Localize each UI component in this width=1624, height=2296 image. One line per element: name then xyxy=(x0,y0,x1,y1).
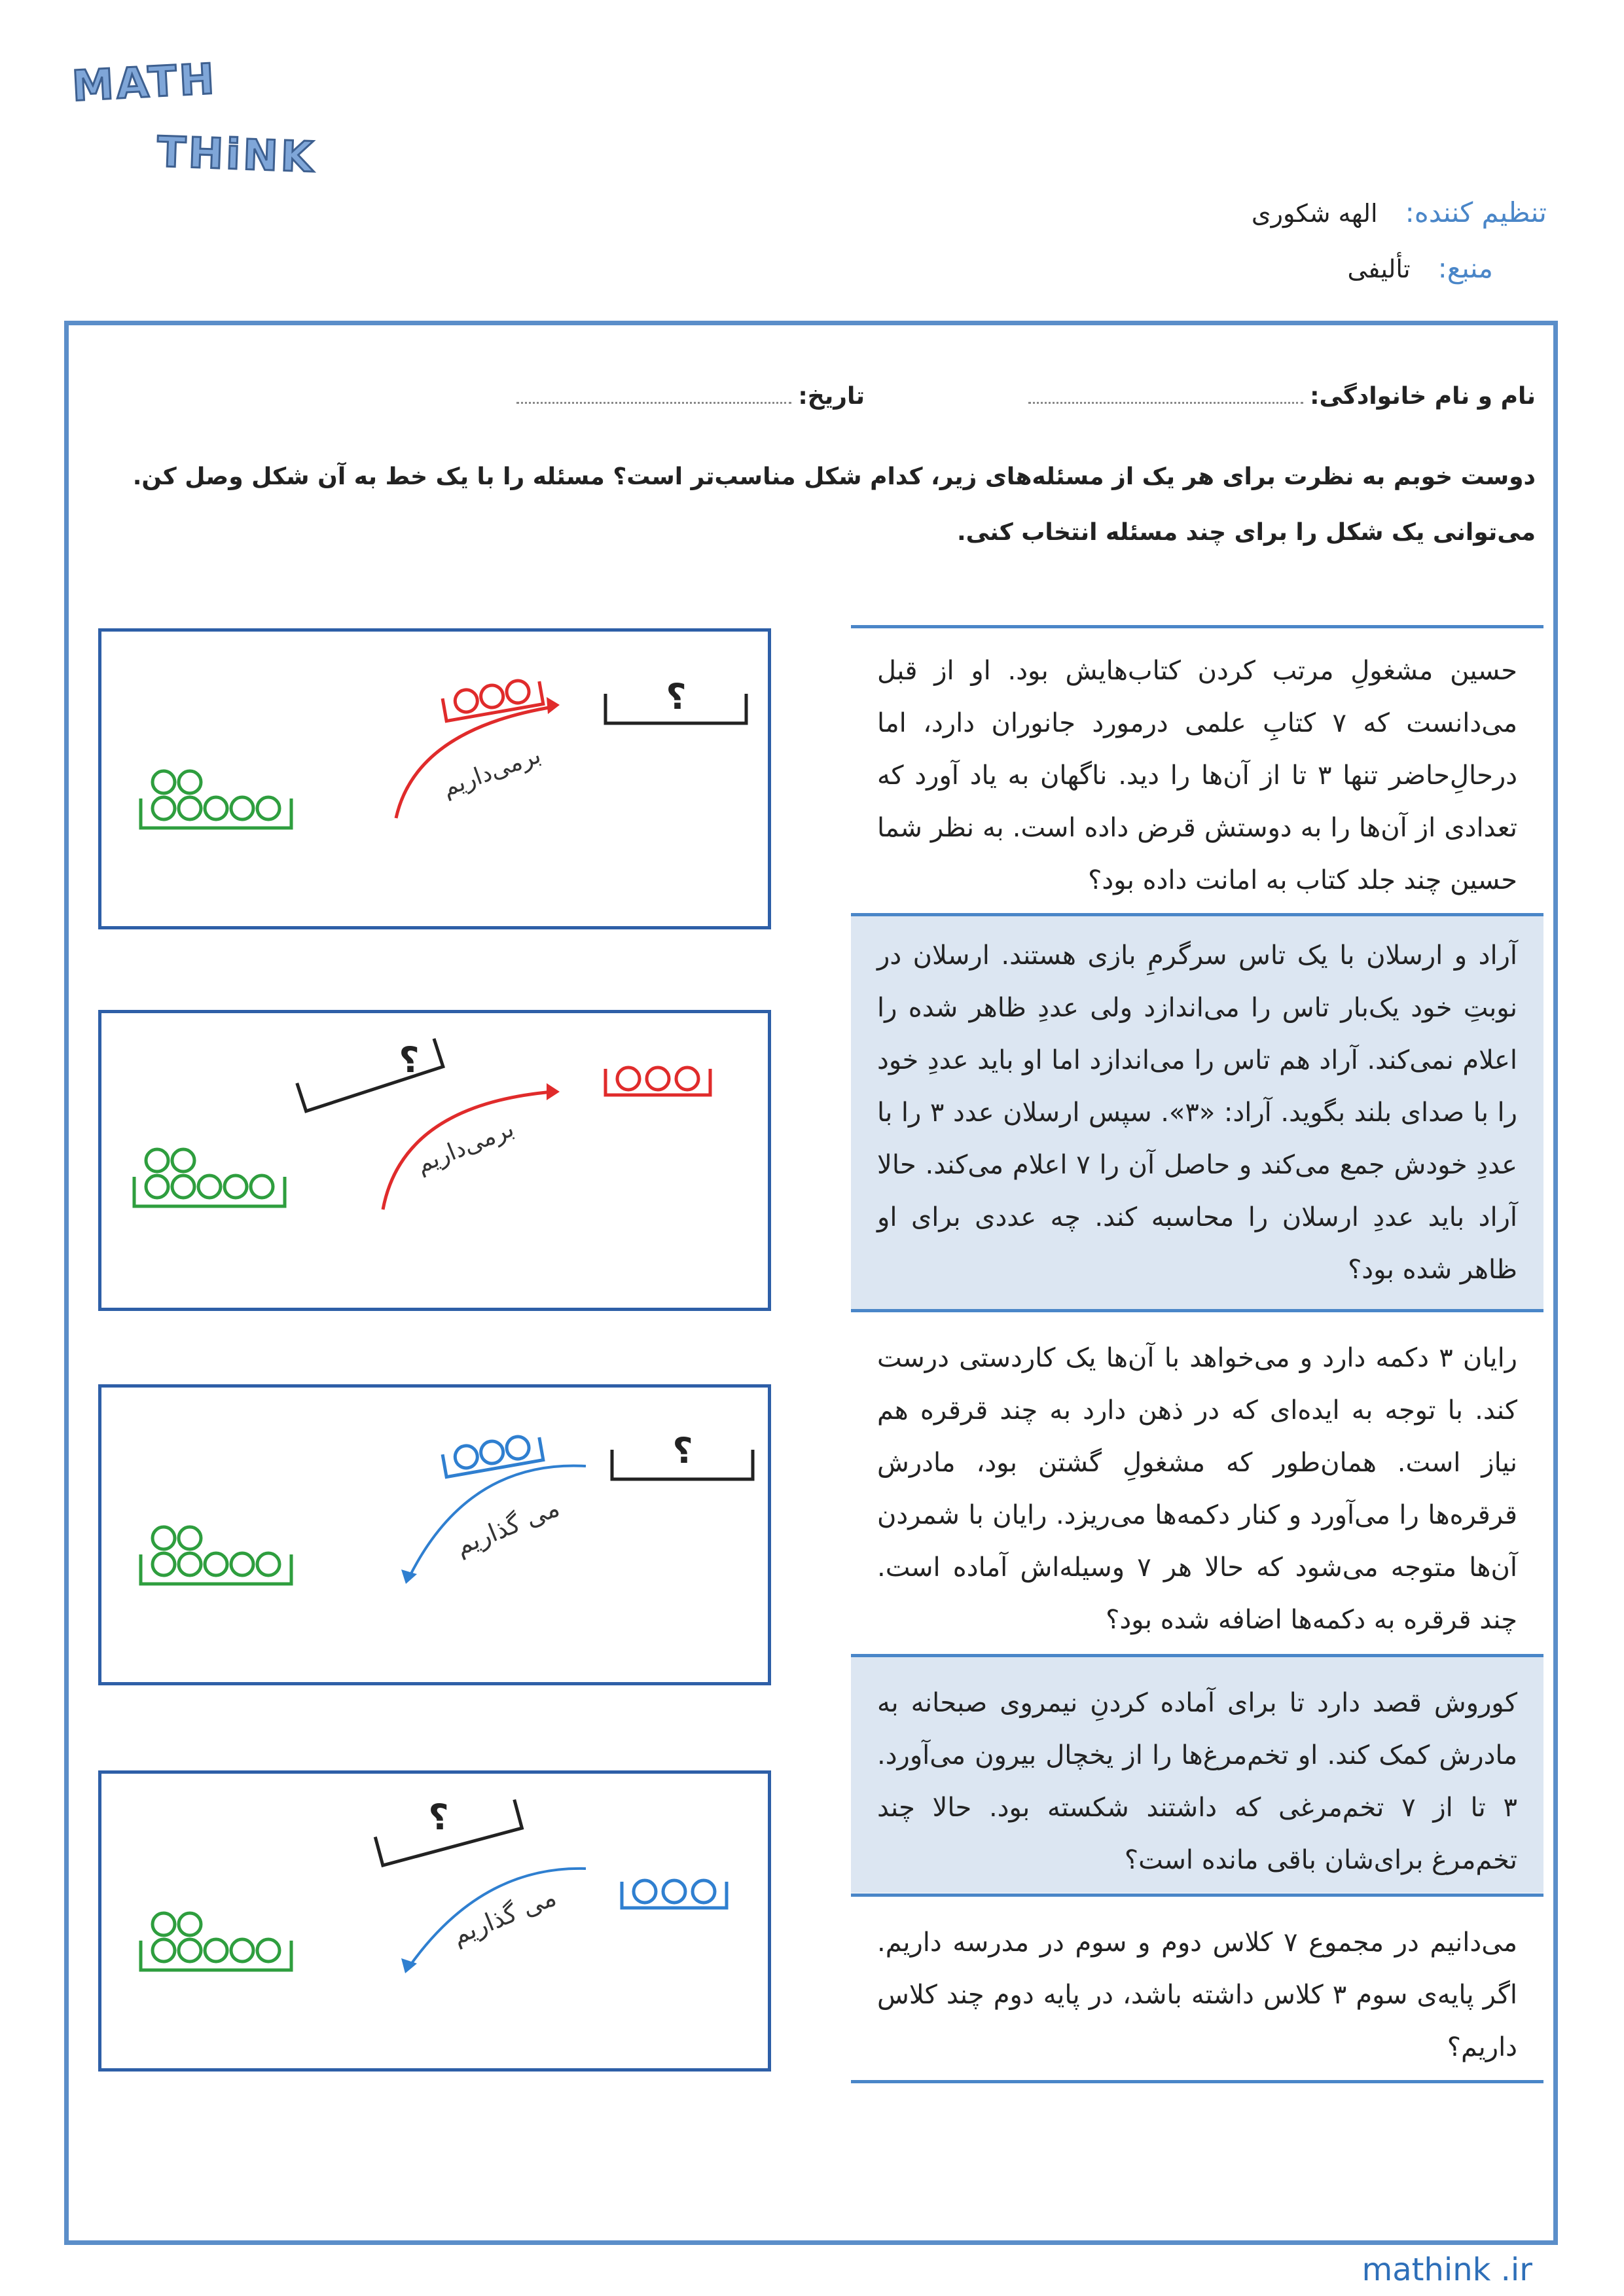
source-value: تألیفی xyxy=(1347,255,1411,283)
green-circles-group xyxy=(141,1913,291,1970)
problem-5: می‌دانیم در مجموع ۷ کلاس دوم و سوم در مدرسه داریم. اگر پایه‌ی سوم ۳ کلاس داشته باشد، در پایه دوم چند کلاس داریم؟ xyxy=(877,1928,1517,2062)
problem-4: کوروش قصد دارد تا برای آماده کردنِ نیمروی صبحانه به مادرش کمک کند. او تخم‌مرغ‌ها را از یخچال بیرون می‌آورد. ۳ تا از ۷ تخم‌مرغی که داشتند شکسته بود. حالا چند تخم‌مرغ برای‌شان باقی مانده است؟ xyxy=(851,1657,1543,1893)
logo-line-1: MATH xyxy=(71,55,219,111)
author-row xyxy=(1252,196,1547,228)
put-label: می گذاریم xyxy=(448,1882,560,1950)
problem-1: حسین مشغولِ مرتب کردن کتاب‌هایش بود. او از قبل می‌دانست که ۷ کتابِ علمی درمورد جانوران دارد، اما درحالِ‌حاضر تنها ۳ تا از آن‌ها را دید. ناگهان به یاد آورد که تعدادی از آن‌ها را به دوستش قرض داده است. به نظر شما حسین چند جلد کتاب به امانت داده بود؟ xyxy=(877,656,1518,895)
question-mark: ؟ xyxy=(399,1039,420,1081)
blue-circles-group xyxy=(622,1880,727,1908)
question-mark: ؟ xyxy=(428,1797,449,1838)
green-circles-group xyxy=(134,1149,285,1206)
author-label: تنظیم کننده: xyxy=(1405,196,1547,228)
red-circles-group xyxy=(605,1067,710,1095)
picture-1-drawing xyxy=(101,632,768,926)
author-value: الهه شکوری xyxy=(1251,199,1378,228)
picture-1[interactable] xyxy=(98,628,771,929)
green-circles-group xyxy=(141,1527,291,1584)
problem-2: آراد و ارسلان با یک تاس سرگرمِ بازی هستند. ارسلان در نوبتِ خود یک‌بار تاس را می‌اندازد ولی عددِ ظاهر شده را اعلام نمی‌کند. آراد هم تاس را می‌اندازد اما او باید عددِ خود را با صدای بلند بگوید. آراد: «۳». سپس ارسلان عدد ۳ را با عددِ خودش جمع می‌کند و حاصل آن را ۷ اعلام می‌کند. حالا آراد باید عددِ ارسلان را محاسبه کند. چه عددی برای او ظاهر شده بود؟ xyxy=(851,916,1543,1309)
divider xyxy=(851,625,1543,628)
instruction-line-1: دوست خوبم به نظرت برای هر یک از مسئله‌های زیر، کدام شکل مناسب‌تر است؟ مسئله را با یک خط به آن شکل وصل کن. xyxy=(132,463,1536,490)
source-label: منبع: xyxy=(1437,252,1493,284)
date-field xyxy=(516,383,865,410)
red-circles-group xyxy=(442,677,543,721)
picture-3-drawing xyxy=(101,1388,768,1682)
date-blank[interactable] xyxy=(516,398,791,404)
question-mark: ؟ xyxy=(666,676,687,717)
take-label: برمی‌داریم xyxy=(412,1115,518,1179)
picture-4-drawing xyxy=(101,1774,768,2068)
answer-box xyxy=(297,1039,443,1111)
put-label: می گذاریم xyxy=(451,1493,564,1561)
logo xyxy=(71,55,347,196)
source-row xyxy=(1347,252,1493,284)
name-label: نام و نام خانوادگی: xyxy=(1310,383,1536,410)
problem-3: رایان ۳ دکمه دارد و می‌خواهد با آن‌ها یک کاردستی درست کند. با توجه به ایده‌ای که در ذهن دارد به چند قرقره هم نیاز است. همان‌طور که مشغولِ گشتن بود، مادرش قرقره‌ها را می‌آورد و کنار دکمه‌ها می‌ریزد. رایان با شمردن آن‌ها متوجه می‌شود که حالا هر ۷ وسیله‌اش آماده است. چند قرقره به دکمه‌ها اضافه شده بود؟ xyxy=(877,1343,1518,1635)
picture-2[interactable] xyxy=(98,1010,771,1311)
instruction-line-2: می‌توانی یک شکل را برای چند مسئله انتخاب کنی. xyxy=(956,519,1536,546)
picture-4[interactable] xyxy=(98,1770,771,2072)
name-field xyxy=(1028,383,1536,410)
question-mark: ؟ xyxy=(672,1430,693,1471)
date-label: تاریخ: xyxy=(798,383,865,410)
take-label: برمی‌داریم xyxy=(439,742,545,802)
picture-2-drawing xyxy=(101,1013,768,1308)
divider xyxy=(851,2080,1543,2083)
picture-3[interactable] xyxy=(98,1384,771,1685)
logo-line-2: THiNK xyxy=(156,128,317,183)
name-blank[interactable] xyxy=(1028,398,1303,404)
green-circles-group xyxy=(141,771,291,828)
footer-url[interactable]: mathink .ir xyxy=(1362,2251,1532,2288)
